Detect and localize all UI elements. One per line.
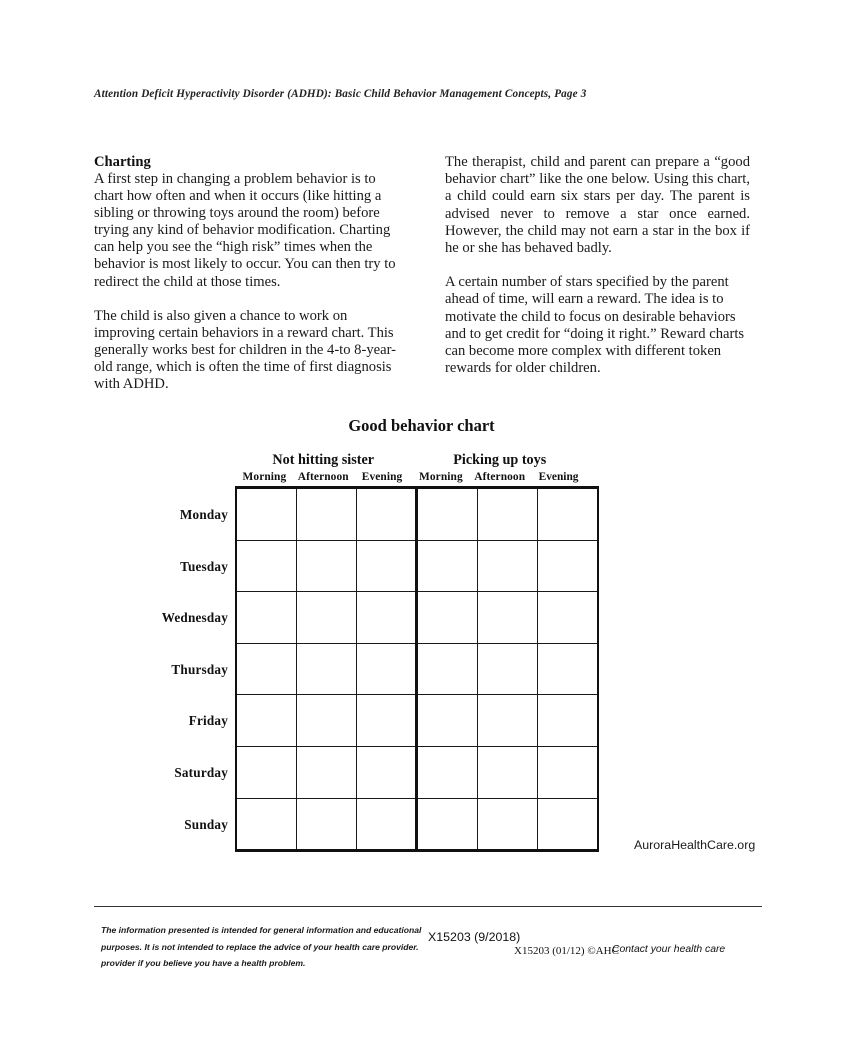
star-cell[interactable] xyxy=(296,798,356,851)
star-cell[interactable] xyxy=(356,592,417,644)
star-cell[interactable] xyxy=(478,643,538,695)
star-cell[interactable] xyxy=(478,592,538,644)
row-label-sunday: Sunday xyxy=(184,816,228,832)
disclaimer-line-2: purposes. It is not intended to replace the advice of your health care provider. xyxy=(101,941,419,952)
text-columns xyxy=(94,154,750,393)
behavior-chart-block xyxy=(0,416,857,832)
table-row xyxy=(236,643,598,695)
chart-sub-header-row xyxy=(235,471,588,486)
star-cell[interactable] xyxy=(356,695,417,747)
right-text-column xyxy=(445,154,750,393)
star-cell[interactable] xyxy=(236,540,296,592)
star-cell[interactable] xyxy=(417,798,478,851)
contact-note: Contact your health care xyxy=(612,944,726,955)
star-cell[interactable] xyxy=(236,643,296,695)
star-cell[interactable] xyxy=(538,746,598,798)
star-cell[interactable] xyxy=(417,643,478,695)
row-label-tuesday: Tuesday xyxy=(180,558,228,574)
footer-divider xyxy=(94,906,762,907)
star-cell[interactable] xyxy=(236,488,296,541)
star-cell[interactable] xyxy=(356,488,417,541)
section-heading-charting: Charting xyxy=(94,154,151,170)
star-cell[interactable] xyxy=(478,798,538,851)
footer-disclaimer xyxy=(101,922,441,972)
star-cell[interactable] xyxy=(417,695,478,747)
left-paragraph-2: The child is also given a chance to work on improving certain behaviors in a reward chart. This generally works best for children in the 4-to 8-year-old range, which is often the time of first diagnosis with ADHD. xyxy=(94,307,397,393)
sub-header-afternoon-2: Afternoon xyxy=(474,471,526,483)
star-cell[interactable] xyxy=(356,643,417,695)
star-cell[interactable] xyxy=(538,488,598,541)
disclaimer-line-3: provider if you believe you have a health problem. xyxy=(101,958,306,968)
group-header-picking-up-toys: Picking up toys xyxy=(453,452,547,468)
star-cell[interactable] xyxy=(356,540,417,592)
star-cell[interactable] xyxy=(538,540,598,592)
star-cell[interactable] xyxy=(417,488,478,541)
row-label-thursday: Thursday xyxy=(171,661,228,677)
sub-header-morning-1: Morning xyxy=(242,471,287,483)
right-paragraph-1: The therapist, child and parent can prepare a “good behavior chart” like the one below. Using this chart, a child could earn six stars per day. The parent is advised never to remove a star once earned. However, the child may not earn a star in the box if he or she has behaved badly. xyxy=(445,154,750,257)
star-cell[interactable] xyxy=(538,695,598,747)
star-cell[interactable] xyxy=(236,695,296,747)
star-cell[interactable] xyxy=(296,643,356,695)
running-header: Attention Deficit Hyperactivity Disorder (ADHD): Basic Child Behavior Management Concepts, Page 3 xyxy=(94,88,587,100)
behavior-chart-table-wrap xyxy=(235,452,588,852)
table-row xyxy=(236,695,598,747)
star-cell[interactable] xyxy=(478,746,538,798)
table-row xyxy=(236,798,598,851)
star-cell[interactable] xyxy=(236,746,296,798)
star-cell[interactable] xyxy=(417,540,478,592)
star-cell[interactable] xyxy=(538,798,598,851)
star-cell[interactable] xyxy=(296,746,356,798)
star-cell[interactable] xyxy=(356,746,417,798)
left-text-column xyxy=(94,154,399,393)
sub-header-afternoon-1: Afternoon xyxy=(297,471,349,483)
star-cell[interactable] xyxy=(296,488,356,541)
organization-website-link[interactable]: AuroraHealthCare.org xyxy=(634,838,756,852)
star-cell[interactable] xyxy=(538,592,598,644)
disclaimer-line-1: The information presented is intended for general information and educational xyxy=(101,925,422,935)
star-cell[interactable] xyxy=(417,592,478,644)
group-header-not-hitting-sister: Not hitting sister xyxy=(272,452,375,468)
document-code-current: X15203 (9/2018) xyxy=(428,930,521,944)
star-cell[interactable] xyxy=(296,695,356,747)
star-cell[interactable] xyxy=(236,592,296,644)
star-cell[interactable] xyxy=(478,540,538,592)
star-cell[interactable] xyxy=(296,592,356,644)
star-cell[interactable] xyxy=(478,695,538,747)
sub-header-morning-2: Morning xyxy=(419,471,463,483)
right-paragraph-2: A certain number of stars specified by the parent ahead of time, will earn a reward. The idea is to motivate the child to focus on desirable behaviors and to get credit for “doing it right.” Reward charts can become more complex with different token rewards for older children. xyxy=(445,274,745,377)
table-row xyxy=(236,540,598,592)
row-label-saturday: Saturday xyxy=(174,764,228,780)
star-cell[interactable] xyxy=(356,798,417,851)
star-cell[interactable] xyxy=(478,488,538,541)
chart-row-labels xyxy=(120,489,228,850)
chart-title: Good behavior chart xyxy=(348,416,495,435)
behavior-chart-grid xyxy=(235,486,599,852)
chart-group-header-row xyxy=(235,452,588,471)
row-label-wednesday: Wednesday xyxy=(161,610,228,626)
left-paragraph-1: A first step in changing a problem behavior is to chart how often and when it occurs (like hitting a sibling or throwing toys around the room) before trying any kind of behavior modification. Charting can help you see the “high risk” times when the behavior is most likely to occur. You can then try to redirect the child at those times. xyxy=(94,171,396,290)
star-cell[interactable] xyxy=(417,746,478,798)
document-code-legacy: X15203 (01/12) ©AHC xyxy=(514,945,619,957)
star-cell[interactable] xyxy=(296,540,356,592)
table-row xyxy=(236,592,598,644)
star-cell[interactable] xyxy=(236,798,296,851)
sub-header-evening-1: Evening xyxy=(361,471,403,483)
row-label-monday: Monday xyxy=(179,507,228,522)
row-label-friday: Friday xyxy=(188,713,228,729)
star-cell[interactable] xyxy=(538,643,598,695)
table-row xyxy=(236,746,598,798)
table-row xyxy=(236,488,598,541)
sub-header-evening-2: Evening xyxy=(538,471,579,483)
